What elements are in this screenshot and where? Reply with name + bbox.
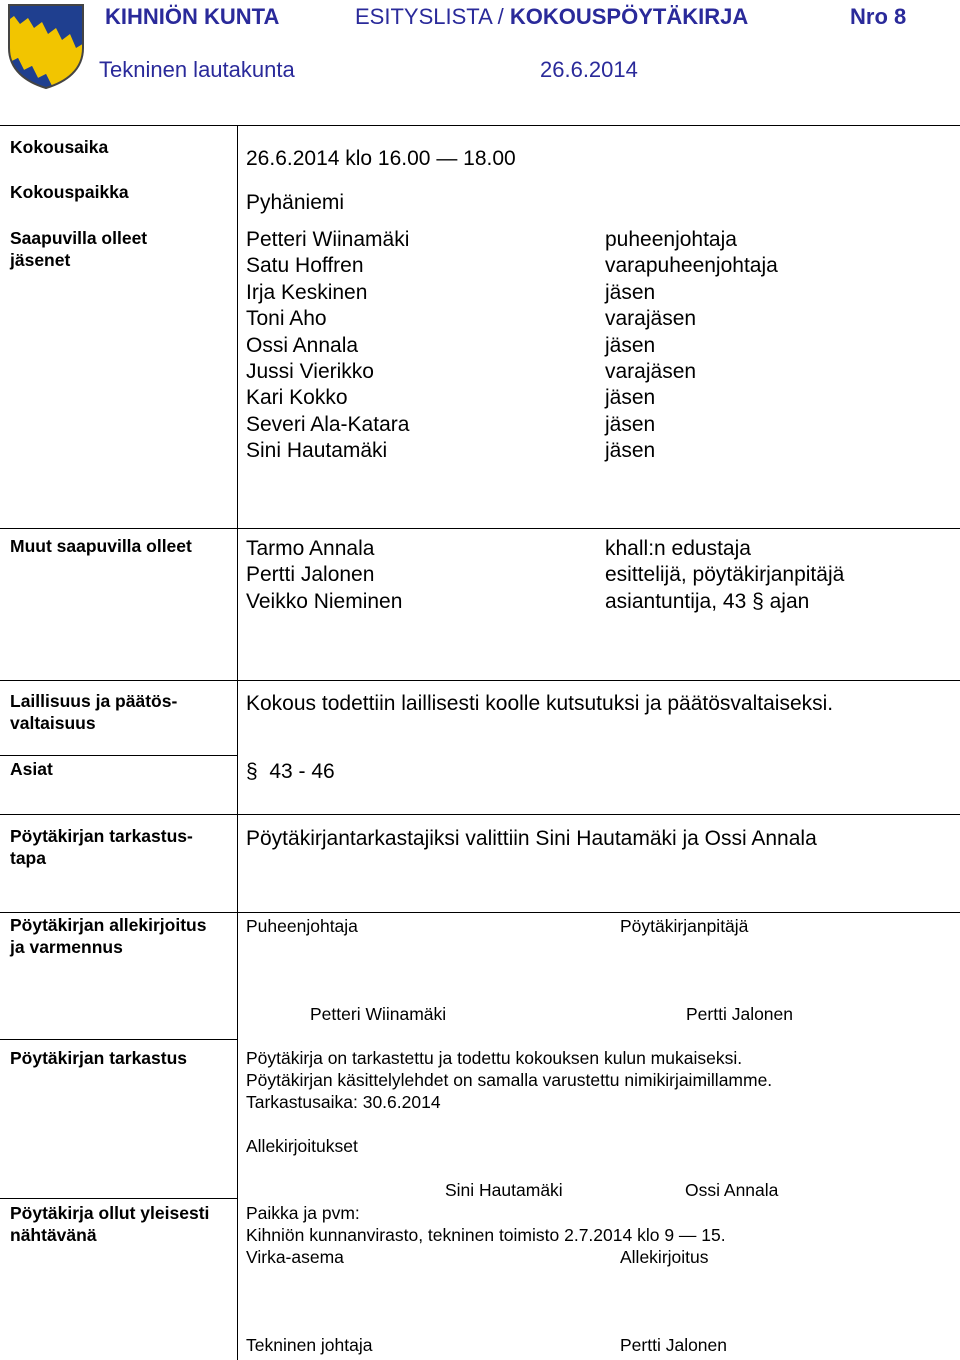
- row-divider: [0, 528, 960, 529]
- member-name: Ossi Annala: [246, 333, 359, 357]
- member-role: jäsen: [605, 333, 656, 357]
- review-label: Pöytäkirjan tarkastus: [10, 1048, 188, 1068]
- review-method-text: Pöytäkirjantarkastajiksi valittiin Sini Hautamäki ja Ossi Annala: [246, 827, 817, 850]
- public-display-place: [246, 1202, 726, 1246]
- reviewer-name: Sini Hautamäki: [445, 1180, 563, 1200]
- legality-text: Kokous todettiin laillisesti koolle kutsutuksi ja päätösvaltaiseksi.: [246, 692, 834, 715]
- others-names-list: [246, 536, 402, 615]
- review-method-label-line1: Pöytäkirjan tarkastus-: [10, 826, 193, 846]
- signing-label-line1: Pöytäkirjan allekirjoitus: [10, 915, 207, 935]
- public-display-label: [10, 1202, 209, 1246]
- items-value: § 43 - 46: [246, 760, 335, 783]
- signing-label-line2: ja varmennus: [10, 937, 123, 957]
- member-name: Petteri Wiinamäki: [246, 228, 410, 251]
- member-name: Sini Hautamäki: [246, 439, 388, 463]
- row-divider: [0, 912, 960, 913]
- members-label-line1: Saapuvilla olleet: [10, 228, 148, 248]
- members-roles-list: [605, 227, 778, 465]
- signatures-label: Allekirjoitukset: [246, 1136, 358, 1156]
- reviewer-name: Ossi Annala: [685, 1180, 779, 1200]
- other-name: Pertti Jalonen: [246, 563, 375, 587]
- other-role: esittelijä, pöytäkirjanpitäjä: [605, 563, 845, 587]
- row-divider: [0, 1198, 237, 1199]
- review-method-label-line2: tapa: [10, 848, 46, 868]
- row-divider: [0, 755, 237, 756]
- public-display-label-line2: nähtävänä: [10, 1225, 97, 1245]
- review-date: Tarkastusaika: 30.6.2014: [246, 1092, 441, 1112]
- member-role: varajäsen: [605, 307, 697, 331]
- other-name: Tarmo Annala: [246, 537, 375, 560]
- signature-label: Allekirjoitus: [620, 1247, 709, 1267]
- secretary-title: Pöytäkirjanpitäjä: [620, 916, 749, 936]
- position-label: Virka-asema: [246, 1247, 344, 1267]
- secretary-name: Pertti Jalonen: [686, 1004, 794, 1024]
- document-date: 26.6.2014: [540, 57, 638, 82]
- document-type: [355, 4, 748, 30]
- member-name: Severi Ala-Katara: [246, 412, 410, 436]
- member-role: varajäsen: [605, 360, 697, 384]
- member-name: Satu Hoffren: [246, 254, 364, 278]
- other-name: Veikko Nieminen: [246, 589, 403, 613]
- legality-label-line1: Laillisuus ja päätös-: [10, 691, 178, 711]
- items-label: Asiat: [10, 759, 53, 779]
- other-role: asiantuntija, 43 § ajan: [605, 589, 810, 613]
- document-number: Nro 8: [850, 4, 907, 29]
- meeting-time-value: 26.6.2014 klo 16.00 — 18.00: [246, 147, 516, 170]
- member-role: varapuheenjohtaja: [605, 254, 778, 278]
- member-name: Irja Keskinen: [246, 280, 368, 304]
- chair-title: Puheenjohtaja: [246, 916, 358, 936]
- place-value: Kihniön kunnanvirasto, tekninen toimisto 2.7.2014 klo 9 — 15.: [246, 1225, 726, 1245]
- public-display-label-line1: Pöytäkirja ollut yleisesti: [10, 1203, 210, 1223]
- meeting-time-label: Kokousaika: [10, 137, 109, 157]
- review-line: Pöytäkirjan käsittelylehdet on samalla varustettu nimikirjaimillamme.: [246, 1070, 773, 1090]
- member-role: jäsen: [605, 412, 656, 436]
- signing-label: [10, 914, 206, 958]
- review-method-label: [10, 825, 193, 869]
- document-type-main: KOKOUSPÖYTÄKIRJA: [509, 4, 749, 29]
- members-label-line2: jäsenet: [10, 250, 71, 270]
- member-role: jäsen: [605, 280, 656, 304]
- row-divider: [0, 680, 960, 681]
- document-type-prefix: ESITYSLISTA /: [355, 4, 510, 29]
- meeting-place-value: Pyhäniemi: [246, 191, 345, 214]
- table-top-border: [0, 125, 960, 126]
- legality-label-line2: valtaisuus: [10, 713, 96, 733]
- public-signer-name: Pertti Jalonen: [620, 1335, 728, 1355]
- chair-name: Petteri Wiinamäki: [310, 1004, 447, 1024]
- member-name: Kari Kokko: [246, 386, 348, 410]
- member-role: puheenjohtaja: [605, 228, 737, 251]
- municipality-name: KIHNIÖN KUNTA: [105, 4, 280, 29]
- coat-of-arms-logo: [6, 2, 86, 90]
- row-divider: [0, 814, 960, 815]
- others-roles-list: [605, 536, 844, 615]
- legality-label: [10, 690, 177, 734]
- committee-name: Tekninen lautakunta: [99, 57, 295, 82]
- meeting-place-label: Kokouspaikka: [10, 182, 129, 202]
- row-divider: [0, 1039, 237, 1040]
- members-label: [10, 227, 147, 271]
- member-name: Jussi Vierikko: [246, 360, 374, 384]
- table-column-divider: [237, 125, 238, 1360]
- member-role: jäsen: [605, 386, 656, 410]
- members-names-list: [246, 227, 409, 465]
- review-line: Pöytäkirja on tarkastettu ja todettu kokouksen kulun mukaiseksi.: [246, 1048, 743, 1068]
- member-name: Toni Aho: [246, 307, 327, 331]
- position-value: Tekninen johtaja: [246, 1335, 373, 1355]
- others-label: Muut saapuvilla olleet: [10, 536, 192, 556]
- place-label: Paikka ja pvm:: [246, 1203, 360, 1223]
- other-role: khall:n edustaja: [605, 537, 751, 560]
- member-role: jäsen: [605, 439, 656, 463]
- review-text: [246, 1047, 772, 1113]
